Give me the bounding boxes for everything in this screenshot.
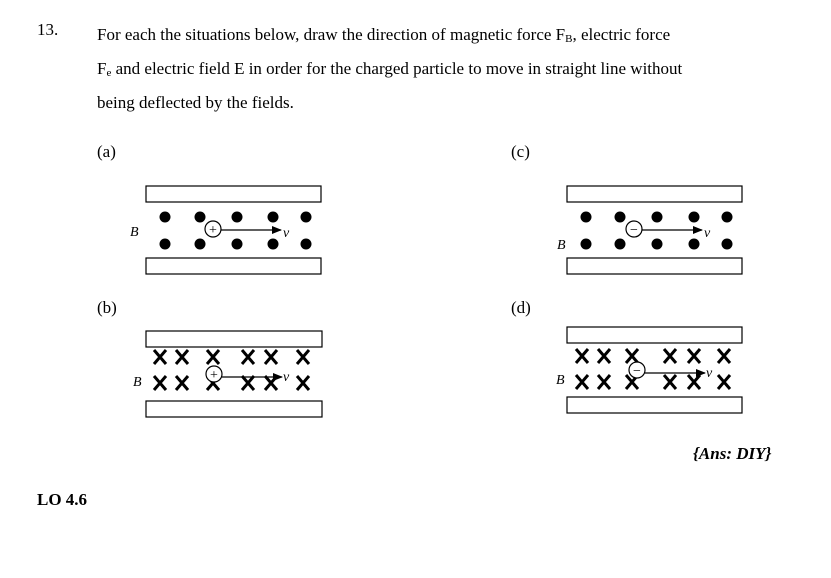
question-number: 13.	[37, 20, 59, 39]
learning-outcome: LO 4.6	[37, 490, 88, 509]
bottom-plate	[146, 401, 322, 417]
bottom-plate	[567, 397, 742, 413]
charge-sign: −	[630, 223, 638, 238]
charge-sign: +	[209, 223, 217, 238]
bottom-plate	[146, 258, 321, 274]
velocity-label: v	[283, 370, 290, 385]
question-line1-tail: , electric force	[572, 25, 671, 44]
velocity-label: v	[283, 226, 290, 241]
question-line2-tail: and electric field E in order for the charged particle to move in straight line without	[111, 59, 683, 78]
velocity-label: v	[704, 226, 711, 241]
charge-sign: +	[210, 368, 218, 383]
panel-a-label: (a)	[97, 142, 116, 161]
fe-subscript: e	[106, 67, 112, 79]
top-plate	[146, 186, 321, 202]
panel-c-diagram	[557, 186, 742, 274]
charge-sign: −	[633, 364, 641, 379]
question-line1: For each the situations below, draw the direction of magnetic force F	[97, 25, 566, 44]
field-label: B	[557, 238, 566, 253]
velocity-label: v	[706, 366, 713, 381]
question-line3: being deflected by the fields.	[97, 93, 294, 112]
field-label: B	[133, 375, 142, 390]
question-line2-start: F	[97, 59, 107, 78]
fb-subscript: B	[565, 33, 573, 45]
panel-a-diagram	[130, 186, 321, 274]
panel-c-label: (c)	[511, 142, 530, 161]
top-plate	[567, 327, 742, 343]
top-plate	[146, 331, 322, 347]
top-plate	[567, 186, 742, 202]
answer-note: {Ans: DIY}	[693, 444, 772, 463]
panel-d-diagram	[556, 327, 742, 413]
field-label: B	[556, 373, 565, 388]
panel-b-label: (b)	[97, 298, 117, 317]
bottom-plate	[567, 258, 742, 274]
panel-d-label: (d)	[511, 298, 531, 317]
field-label: B	[130, 225, 139, 240]
panel-b-diagram	[133, 331, 322, 417]
